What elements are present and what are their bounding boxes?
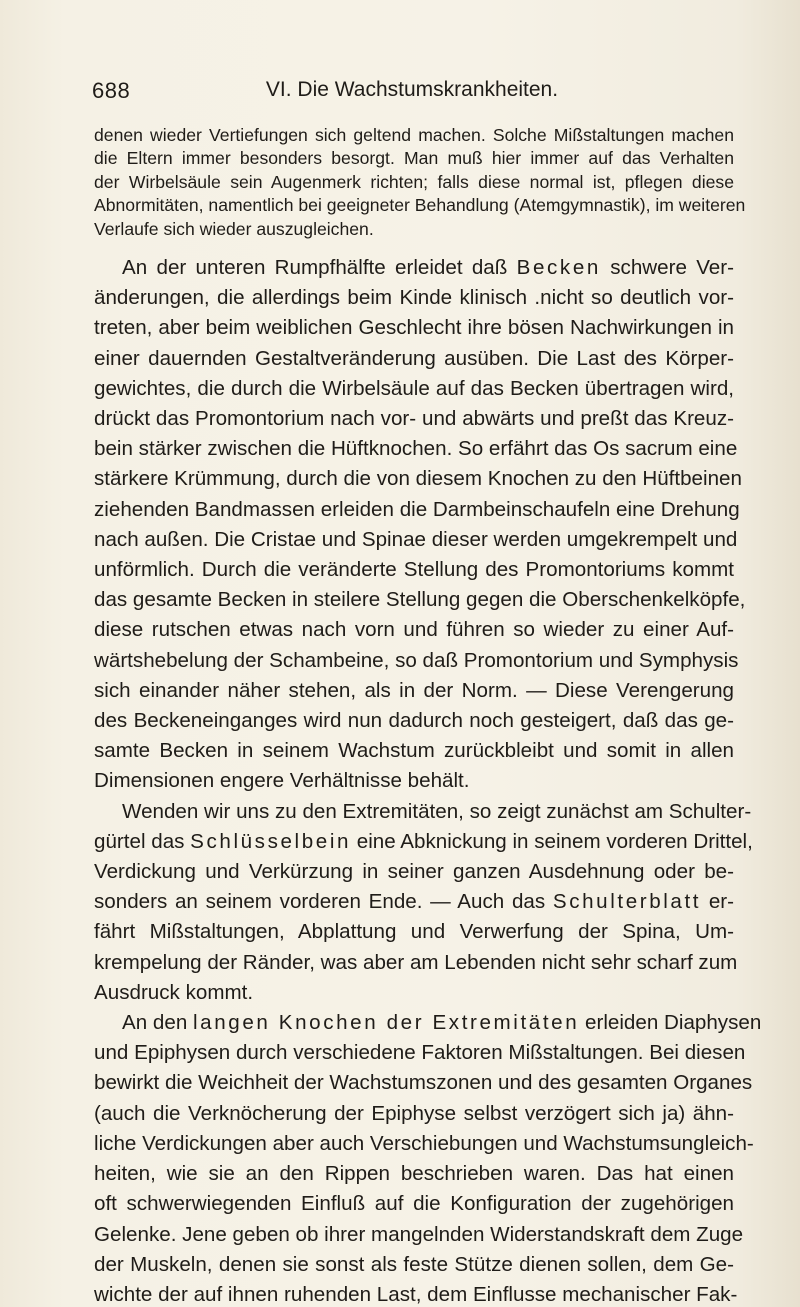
text-line: Gelenke. Jene geben ob ihrer mangelnden Widerstandskraft dem Zuge: [94, 1222, 744, 1246]
text-line: stärkere Krümmung, durch die von diesem Knochen zu den Hüftbeinen: [94, 467, 742, 491]
text-line: Wenden wir uns zu den Extremitäten, so zeigt zunächst am Schulter-: [122, 799, 752, 823]
text-line: treten, aber beim weiblichen Geschlecht ihre bösen Nachwirkungen in: [94, 316, 734, 340]
paragraph-lange-knochen: [94, 1008, 762, 1307]
text-line: unförmlich. Durch die veränderte Stellung des Promontoriums kommt: [94, 558, 734, 582]
text-line: diese rutschen etwas nach vorn und führen so wieder zu einer Auf-: [94, 618, 734, 642]
text-line: heiten, wie sie an den Rippen beschrieben waren. Das hat einen: [94, 1162, 734, 1186]
text-line: Dimensionen engere Verhältnisse behält.: [94, 769, 470, 793]
text-line: und Epiphysen durch verschiedene Faktoren Mißstaltungen. Bei diesen: [94, 1041, 746, 1065]
text-run: An der unteren Rumpfhälfte erleidet daß: [122, 256, 517, 279]
text-line: bewirkt die Weichheit der Wachstumszonen und des gesamten Organes: [94, 1071, 753, 1095]
text-line: gewichtes, die durch die Wirbelsäule auf das Becken übertragen wird,: [94, 376, 734, 400]
text-run: erleiden Diaphysen: [579, 1011, 762, 1035]
text-run: gürtel das: [94, 829, 191, 853]
page-header: [92, 78, 732, 110]
text-line: liche Verdickungen aber auch Verschiebungen und Wachstumsungleich-: [94, 1131, 754, 1155]
text-line: [94, 1008, 762, 1038]
text-line: Abnormitäten, namentlich bei geeigneter Behandlung (Atemgymnastik), im weiteren: [94, 195, 746, 216]
text-line: ziehenden Bandmassen erleiden die Darmbeinschaufeln eine Drehung: [94, 497, 740, 521]
text-line: (auch die Verknöcherung der Epiphyse selbst verzögert sich ja) ähn-: [94, 1101, 734, 1125]
text-line: einer dauernden Gestaltveränderung ausüben. Die Last des Körper-: [94, 346, 734, 370]
text-line: sich einander näher stehen, als in der Norm. — Diese Verengerung: [94, 678, 734, 702]
text-line: der Muskeln, denen sie sonst als feste Stütze dienen sollen, dem Ge-: [94, 1252, 734, 1276]
running-head: VI. Die Wachstumskrankheiten.: [265, 78, 559, 101]
text-line: Ausdruck kommt.: [94, 980, 254, 1004]
text-line: Verlaufe sich wieder auszugleichen.: [94, 218, 374, 239]
text-line: wichte der auf ihnen ruhenden Last, dem Einflusse mechanischer Fak-: [94, 1282, 738, 1306]
text-line: fährt Mißstaltungen, Abplattung und Verwerfung der Spina, Um-: [94, 920, 734, 944]
text-line: krempelung der Ränder, was aber am Lebenden nicht sehr scharf zum: [94, 950, 738, 974]
text-run: er-: [701, 890, 735, 914]
text-line: oft schwerwiegenden Einfluß auf die Konfiguration der zugehörigen: [94, 1192, 734, 1216]
paragraph-extremitaeten: [94, 797, 753, 1008]
text-line: nach außen. Die Cristae und Spinae dieser werden umgekrempelt und: [94, 527, 738, 551]
text-line: wärtshebelung der Schambeine, so daß Promontorium und Symphysis: [94, 648, 739, 672]
text-line: des Beckeneinganges wird nun dadurch noch gesteigert, daß das ge-: [94, 709, 734, 733]
text-line: denen wieder Vertiefungen sich geltend machen. Solche Mißstaltungen machen: [94, 125, 734, 145]
text-line: [94, 827, 753, 857]
paragraph-becken: [94, 253, 746, 797]
text-line: das gesamte Becken in steilere Stellung gegen die Oberschenkelköpfe,: [94, 588, 746, 612]
text-run: An den: [122, 1011, 193, 1035]
text-line: änderungen, die allerdings beim Kinde klinisch .nicht so deutlich vor-: [94, 286, 734, 310]
text-line: die Eltern immer besonders besorgt. Man muß hier immer auf das Verhalten: [94, 148, 734, 169]
text-run: schwere Ver-: [600, 256, 734, 279]
text-run: sonders an seinem vorderen Ende. — Auch das: [94, 890, 553, 914]
small-print-paragraph: [94, 124, 746, 241]
spaced-term-schulterblatt: Schulterblatt: [552, 890, 702, 914]
text-line: drückt das Promontorium nach vor- und abwärts und preßt das Kreuz-: [94, 407, 734, 431]
spaced-term-schluesselbein: Schlüsselbein: [190, 829, 352, 853]
text-line: samte Becken in seinem Wachstum zurückbleibt und somit in allen: [94, 739, 734, 763]
text-line: bein stärker zwischen die Hüftknochen. So erfährt das Os sacrum eine: [94, 437, 738, 461]
spaced-term-becken: Becken: [516, 256, 601, 279]
text-line: [94, 887, 734, 917]
page-number: 688: [92, 78, 131, 103]
main-body-text: [94, 253, 762, 1307]
text-line: Verdickung und Verkürzung in seiner ganzen Ausdehnung oder be-: [94, 860, 734, 884]
text-run: eine Abknickung in seinem vorderen Drittel,: [351, 829, 753, 853]
text-line: [94, 253, 734, 283]
spaced-term-lange-knochen: langen Knochen der Extremitäten: [193, 1011, 580, 1035]
text-line: der Wirbelsäule sein Augenmerk richten; falls diese normal ist, pflegen diese: [94, 171, 734, 192]
